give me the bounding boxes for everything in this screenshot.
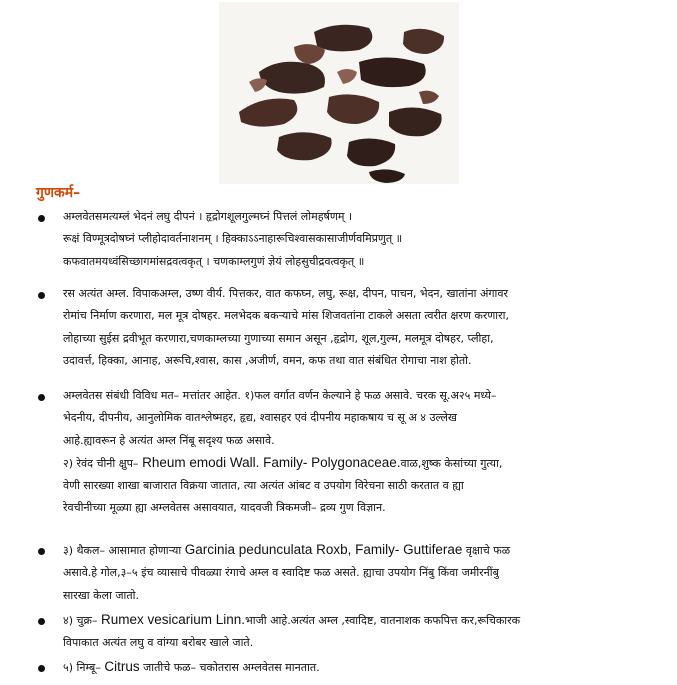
properties-line-3: लोहाच्या सुईस द्रवीभूत करणारा,चणकाम्लच्या गुणाच्या समान असून ,हृद्रोग, शूल,गुल्म, मलमूत्र दोषहर, प्लीहा, (63, 331, 494, 345)
bullet-6 (36, 663, 48, 675)
bullet-4 (36, 546, 48, 558)
garcinia-line-3: सारखा केला जातो. (63, 588, 140, 602)
rumex-latin-name: Rumex vesicarium Linn. (100, 612, 246, 627)
verse-line-2: रूक्षं विण्मूत्रदोषघ्नं प्लीहोदावर्तनाशनम् । हिक्काऽऽनाहारूचिश्वासकासाजीर्णवमिप्रणुत् ॥ (63, 232, 403, 246)
rhubarb-suffix: वाळ,शुष्क केसांच्या गुत्या, (400, 456, 503, 470)
garcinia-line-1 (63, 539, 643, 562)
item-2-properties (63, 283, 643, 372)
garcinia-prefix: ३) थैकल– आसामात होणाऱ्या (63, 544, 185, 557)
item-1-verse (63, 206, 643, 273)
rhubarb-prefix: २) रेवंद चीनी क्षुप– (63, 456, 139, 470)
opinions-line-6: रेवचीनीच्या मूळ्या ह्या अम्लवेतस असावयात, यादवजी त्रिकमजी– द्रव्य गुण विज्ञान. (63, 501, 386, 515)
citrus-prefix: ५) निम्बू– (63, 661, 105, 674)
bullet-2 (36, 290, 48, 302)
properties-line-4: उदावर्त्त, हिक्का, आनाह, अरूचि,श्वास, कास ,अजीर्ण, वमन, कफ तथा वात संबंधित रोगाचा नाश होतो. (63, 353, 472, 367)
item-6-citrus (63, 656, 643, 679)
item-4-garcinia (63, 539, 643, 607)
rhubarb-latin-name: Rheum emodi Wall. Family- Polygonaceae. (138, 454, 401, 470)
properties-line-1: रस अत्यंत अम्ल. विपाकअम्ल, उष्ण वीर्य. पित्तकर, वात कफघ्न, लघु, रूक्ष, दीपन, पाचन, भेदन, खातांना अंगावर (63, 287, 509, 300)
garcinia-line-2: असावे.हे गोल,३–५ इंच व्यासाचे पीवळ्या रंगाचे अम्ल व स्वादिष्ट फळ असते. ह्याचा उपयोग निंबु किंवा जमीरनींबु (63, 566, 499, 580)
bullet-3 (36, 392, 48, 404)
citrus-line-1 (63, 656, 643, 679)
garcinia-suffix: वृक्षाचे फळ (462, 544, 511, 557)
opinions-line-4 (63, 452, 643, 475)
bullet-5 (36, 616, 48, 628)
rumex-line-2: विपाकात अत्यंत लघु व वांग्या बरोबर खाले जाते. (63, 636, 254, 650)
opinions-line-2: भेदनीय, दीपनीय, आनुलोमिक वातश्लेष्महर, हृद्य, श्वासहर एवं दीपनीय महाकषाय च सू अ ४ उल्लेख (63, 411, 457, 425)
verse-line-3: कफवातमयध्वंसिच्छागमांसद्रवत्वकृत् । चणकाम्लगुणं ज्ञेयं लोहसुचीद्रवत्वकृत् ॥ (63, 254, 365, 268)
garcinia-latin-name: Garcinia pedunculata Roxb, Family- Guttiferae (184, 542, 463, 557)
rumex-prefix: ४) चुक्र– (63, 614, 101, 627)
verse-line-1: अम्लवेतसमत्यम्लं भेदनं लघु दीपनं । हृद्रोगशूलगुल्मघ्नं पित्तलं लोमहर्षणम् । (63, 210, 353, 223)
opinions-line-5: वेणी सारख्या शाखा बाजारात विक्रया जातात, त्या अत्यंत आंबट व उपयोग विरेचना साठी करतात व ह्या (63, 479, 464, 493)
item-3-opinions (63, 385, 643, 520)
item-5-rumex (63, 609, 643, 655)
opinions-line-3: आहे.ह्यावरून हे अत्यंत अम्ल निंबू सदृश्य फळ असावे. (63, 433, 275, 447)
section-heading: गुणकर्म– (36, 185, 81, 201)
citrus-suffix: जातीचे फळ– चकोतरास अम्लवेतस मानतात. (139, 661, 320, 674)
dried-fruit-photo (219, 2, 459, 184)
bullet-1 (36, 213, 48, 225)
rumex-line-1 (63, 609, 643, 632)
opinions-line-1: अम्लवेतस संबंधी विविध मत– मत्तांतर आहेत. १)फल वर्गात वर्णन केल्याने हे फळ असावे. चरक सू.अ२५ मध्ये– (63, 389, 497, 402)
citrus-latin-name: Citrus (104, 659, 140, 674)
rumex-suffix: भाजी आहे.अत्यंत अम्ल ,स्वादिष्ट, वातनाशक कफपित्त कर,रूचिकारक (245, 614, 521, 627)
properties-line-2: रोमांच निर्माण करणारा, मल मूत्र दोषहर. मलभेदक बकऱ्याचे मांस शिजवतांना टाकले असता त्वरीत क्षरण करणारा, (63, 309, 509, 323)
